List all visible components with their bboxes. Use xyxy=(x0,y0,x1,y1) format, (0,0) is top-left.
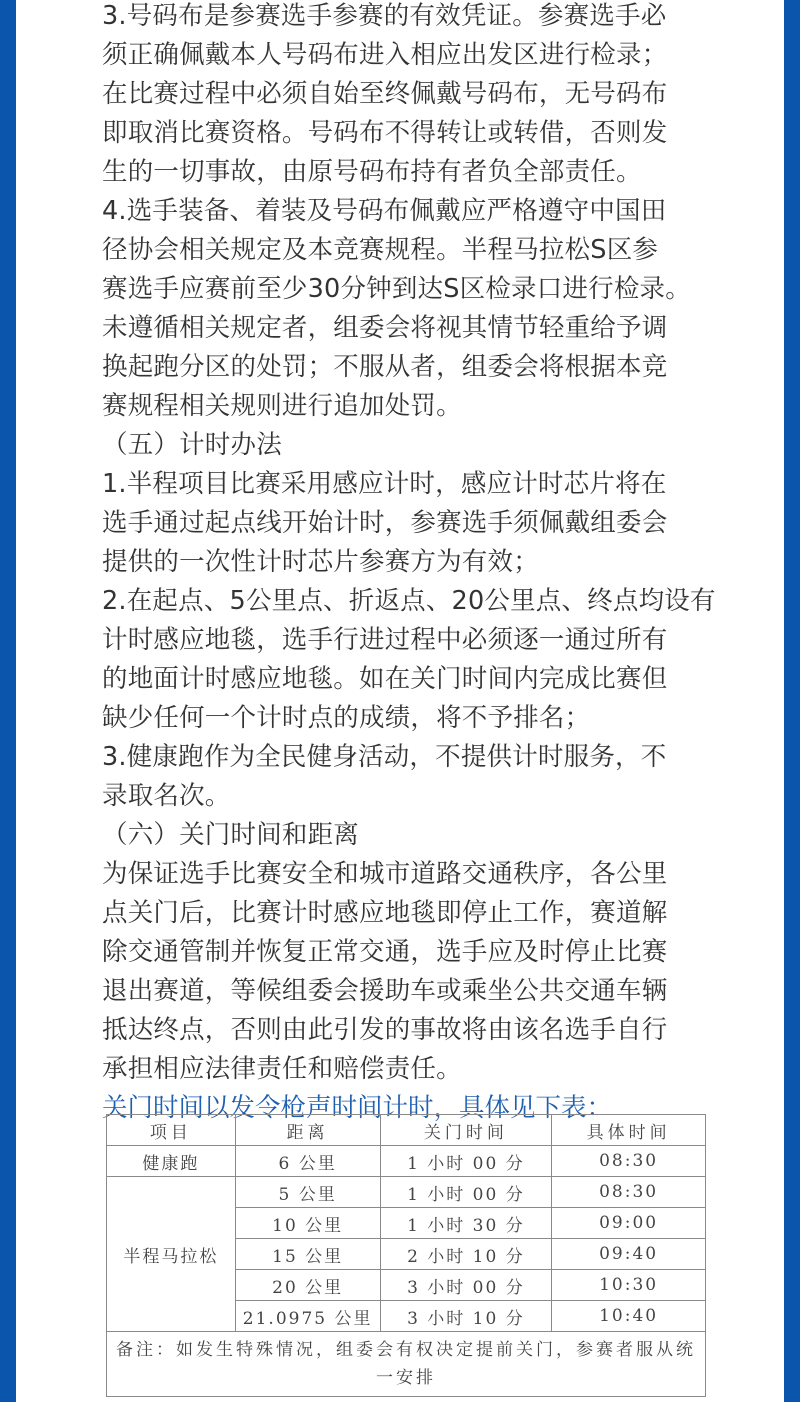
cell-time: 08:30 xyxy=(552,1177,706,1208)
text-line: 提供的一次性计时芯片参赛方为有效； xyxy=(102,547,539,577)
text-line: 录取名次。 xyxy=(102,781,231,811)
header-time: 具体时间 xyxy=(552,1115,706,1146)
timing-item-3 xyxy=(102,738,742,816)
text-line: 须正确佩戴本人号码布进入相应出发区进行检录； xyxy=(102,40,668,70)
cell-time: 09:00 xyxy=(552,1208,706,1239)
heading-text: （五）计时办法 xyxy=(102,430,282,460)
table-intro: 关门时间以发令枪声时间计时，具体见下表： xyxy=(102,1093,613,1123)
text-line: 换起跑分区的处罚；不服从者，组委会将根据本竞 xyxy=(102,352,668,382)
table-row xyxy=(107,1146,706,1177)
cell-cutoff: 3 小时 00 分 xyxy=(380,1270,552,1301)
text-line: 缺少任何一个计时点的成绩，将不予排名； xyxy=(102,703,591,733)
heading-text: （六）关门时间和距离 xyxy=(102,820,360,850)
rule-item-4 xyxy=(102,192,742,426)
table-note-row xyxy=(107,1332,706,1397)
text-line: 为保证选手比赛安全和城市道路交通秩序，各公里 xyxy=(102,859,668,889)
text-line: 3.号码布是参赛选手参赛的有效凭证。参赛选手必 xyxy=(102,1,667,31)
cell-time: 08:30 xyxy=(552,1146,706,1177)
cell-cutoff: 2 小时 10 分 xyxy=(380,1239,552,1270)
cell-distance: 10 公里 xyxy=(235,1208,380,1239)
header-distance: 距离 xyxy=(235,1115,380,1146)
rules-content xyxy=(102,0,742,1127)
text-line: 除交通管制并恢复正常交通，选手应及时停止比赛 xyxy=(102,937,668,967)
cell-distance: 6 公里 xyxy=(235,1146,380,1177)
table-note: 备注：如发生特殊情况，组委会有权决定提前关门，参赛者服从统一安排 xyxy=(107,1332,706,1397)
text-line: 抵达终点，否则由此引发的事故将由该名选手自行 xyxy=(102,1015,668,1045)
table-row xyxy=(107,1177,706,1208)
cell-time: 10:40 xyxy=(552,1301,706,1332)
text-line: 1.半程项目比赛采用感应计时，感应计时芯片将在 xyxy=(102,469,667,499)
section-heading-cutoff xyxy=(102,816,742,855)
section-heading-timing xyxy=(102,426,742,465)
rule-item-3 xyxy=(102,0,742,192)
text-line: 在比赛过程中必须自始至终佩戴号码布，无号码布 xyxy=(102,79,668,109)
text-line: 赛规程相关规则进行追加处罚。 xyxy=(102,391,462,421)
text-line: 赛选手应赛前至少30分钟到达S区检录口进行检录。 xyxy=(102,274,691,304)
text-line: 4.选手装备、着装及号码布佩戴应严格遵守中国田 xyxy=(102,196,667,226)
text-line: 2.在起点、5公里点、折返点、20公里点、终点均设有 xyxy=(102,586,716,616)
timing-item-2 xyxy=(102,582,742,738)
cell-distance: 21.0975 公里 xyxy=(235,1301,380,1332)
text-line: 选手通过起点线开始计时，参赛选手须佩戴组委会 xyxy=(102,508,668,538)
cell-cutoff: 1 小时 00 分 xyxy=(380,1146,552,1177)
header-event: 项目 xyxy=(107,1115,236,1146)
text-line: 未遵循相关规定者，组委会将视其情节轻重给予调 xyxy=(102,313,668,343)
cell-event: 健康跑 xyxy=(107,1146,236,1177)
text-line: 承担相应法律责任和赔偿责任。 xyxy=(102,1054,462,1084)
cell-time: 10:30 xyxy=(552,1270,706,1301)
text-line: 径协会相关规定及本竞赛规程。半程马拉松S区参 xyxy=(102,235,659,265)
text-line: 的地面计时感应地毯。如在关门时间内完成比赛但 xyxy=(102,664,668,694)
text-line: 计时感应地毯，选手行进过程中必须逐一通过所有 xyxy=(102,625,668,655)
cell-cutoff: 3 小时 10 分 xyxy=(380,1301,552,1332)
text-line: 退出赛道，等候组委会援助车或乘坐公共交通车辆 xyxy=(102,976,668,1006)
cell-event: 半程马拉松 xyxy=(107,1177,236,1332)
cell-distance: 20 公里 xyxy=(235,1270,380,1301)
cell-distance: 5 公里 xyxy=(235,1177,380,1208)
header-cutoff: 关门时间 xyxy=(380,1115,552,1146)
table-header-row xyxy=(107,1115,706,1146)
text-line: 3.健康跑作为全民健身活动，不提供计时服务，不 xyxy=(102,742,667,772)
text-line: 生的一切事故，由原号码布持有者负全部责任。 xyxy=(102,157,642,187)
text-line: 点关门后，比赛计时感应地毯即停止工作，赛道解 xyxy=(102,898,668,928)
cell-cutoff: 1 小时 30 分 xyxy=(380,1208,552,1239)
cutoff-time-table xyxy=(106,1114,706,1397)
cell-time: 09:40 xyxy=(552,1239,706,1270)
cell-distance: 15 公里 xyxy=(235,1239,380,1270)
cell-cutoff: 1 小时 00 分 xyxy=(380,1177,552,1208)
cutoff-description xyxy=(102,855,742,1089)
timing-item-1 xyxy=(102,465,742,582)
text-line: 即取消比赛资格。号码布不得转让或转借，否则发 xyxy=(102,118,668,148)
